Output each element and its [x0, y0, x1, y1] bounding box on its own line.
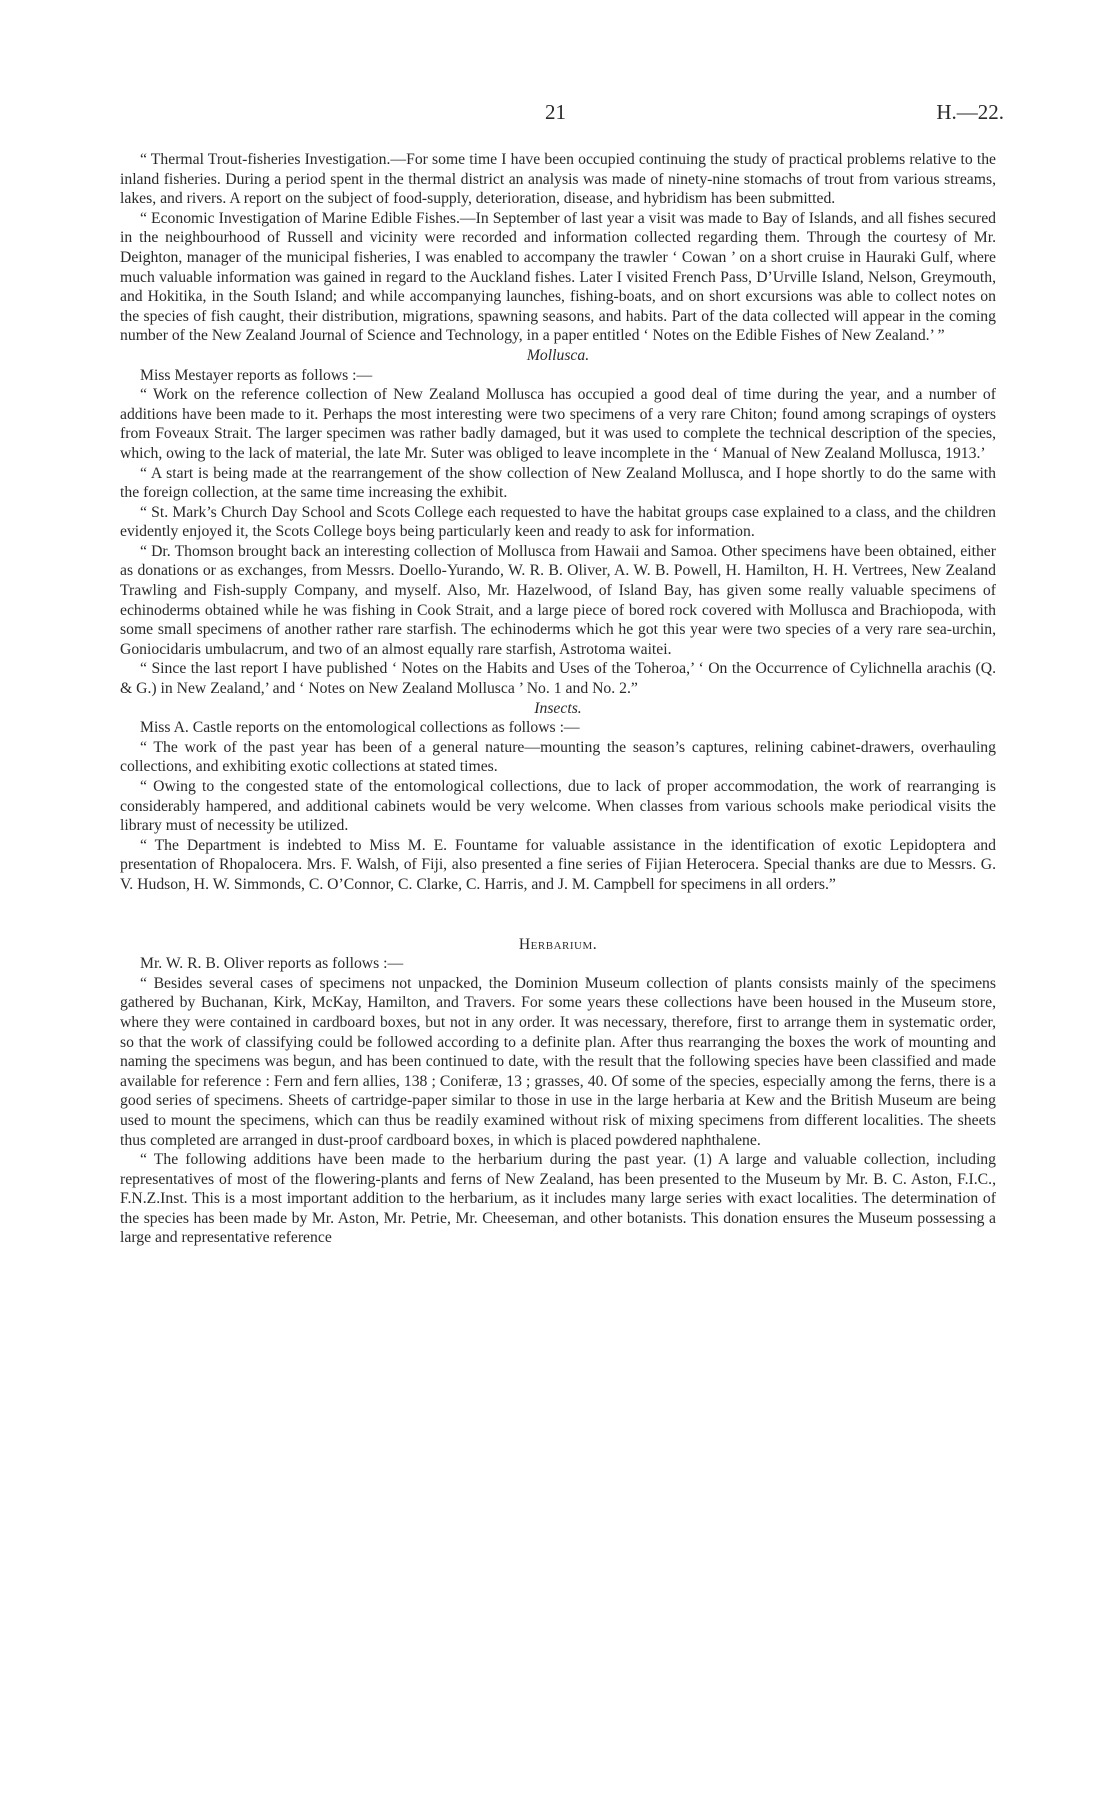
page-header: [0, 100, 1114, 130]
paragraph: “ Thermal Trout-fisheries Investigation.—For some time I have been occupied continuing the study of practical problems relative to the inland fisheries. During a period spent in the thermal district an analysis was made of ninety-nine stomachs of trout from various streams, lakes, and rivers. A report on the subject of food-supply, deterioration, disease, and hybridism has been submitted.: [120, 151, 996, 208]
section-heading-insects: Insects.: [534, 699, 582, 717]
section-intro: Miss A. Castle reports on the entomological collections as follows :—: [140, 719, 580, 737]
paragraph: “ Economic Investigation of Marine Edible Fishes.—In September of last year a visit was made to Bay of Islands, and all fishes secured in the neighbourhood of Russell and vicinity were recorded and information collected regarding them. Through the courtesy of Mr. Deighton, manager of the municipal fisheries, I was enabled to accompany the trawler ‘ Cowan ’ on a short cruise in Hauraki Gulf, where much valuable information was gained in regard to the Auckland fishes. Later I visited French Pass, D’Urville Island, Nelson, Greymouth, and Hokitika, in the South Island; and while accompanying launches, fishing-boats, and on short excursions was able to collect notes on the species of fish caught, their distribution, migrations, spawning seasons, and habits. Part of the data collected will appear in the coming number of the New Zealand Journal of Science and Technology, in a paper entitled ‘ Notes on the Edible Fishes of New Zealand.’ ”: [120, 209, 996, 345]
paragraph: “ Work on the reference collection of New Zealand Mollusca has occupied a good deal of time during the year, and a number of additions have been made to it. Perhaps the most interesting were two specimens of a very rare Chiton; found among scrapings of oysters from Foveaux Strait. The larger specimen was rather badly damaged, but it was used to complete the technical description of the species, which, owing to the lack of material, the late Mr. Suter was obliged to leave incomplete in the ‘ Manual of New Zealand Mollusca, 1913.’: [120, 386, 996, 462]
section-heading-mollusca: Mollusca.: [526, 346, 590, 364]
paragraph: “ The work of the past year has been of a general nature—mounting the season’s captures, relining cabinet-drawers, overhauling collections, and exhibiting exotic collections at stated times.: [120, 738, 996, 776]
paragraph: “ Dr. Thomson brought back an interesting collection of Mollusca from Hawaii and Samoa. Other specimens have been obtained, either as donations or as exchanges, from Messrs. Doello-Yurando, W. R. B. Oliver, A. W. B. Powell, H. Hamilton, H. H. Vertrees, New Zealand Trawling and Fish-supply Company, and myself. Also, Mr. Hazelwood, of Island Bay, has given some really valuable specimens of echinoderms obtained while he was fishing in Cook Strait, and a large piece of bored rock covered with Mollusca and Brachiopoda, with some small specimens of another rather rare starfish. The echinoderms which he got this year were two species of a very rare sea-urchin, Goniocidaris umbulacrum, and two of an almost equally rare starfish, Astrotoma waitei.: [120, 542, 996, 658]
paragraph: “ A start is being made at the rearrangement of the show collection of New Zealand Mollusca, and I hope shortly to do the same with the foreign collection, at the same time increasing the exhibit.: [120, 464, 996, 502]
paragraph: “ The Department is indebted to Miss M. E. Fountame for valuable assistance in the identification of exotic Lepidoptera and presentation of Rhopalocera. Mrs. F. Walsh, of Fiji, also presented a fine series of Fijian Heterocera. Special thanks are due to Messrs. G. V. Hudson, H. W. Simmonds, C. O’Connor, C. Clarke, C. Harris, and J. M. Campbell for specimens in all orders.”: [120, 836, 996, 893]
section-intro: Mr. W. R. B. Oliver reports as follows :—: [140, 955, 404, 973]
paragraph: “ Since the last report I have published ‘ Notes on the Habits and Uses of the Toheroa,’ ‘ On the Occurrence of Cylichnella arachis (Q. & G.) in New Zealand,’ and ‘ Notes on New Zealand Mollusca ’ No. 1 and No. 2.”: [120, 660, 996, 698]
paragraph: “ St. Mark’s Church Day School and Scots College each requested to have the habitat groups case explained to a class, and the children evidently enjoyed it, the Scots College boys being particularly keen and ready to ask for information.: [120, 503, 996, 541]
paragraph: “ Besides several cases of specimens not unpacked, the Dominion Museum collection of plants consists mainly of the specimens gathered by Buchanan, Kirk, McKay, Hamilton, and Travers. For some years these collections have been housed in the Museum store, where they were contained in cardboard boxes, but not in any order. It was necessary, therefore, first to arrange them in systematic order, so that the work of classifying could be followed according to a definite plan. After thus rearranging the boxes the work of mounting and naming the specimens was begun, and has been continued to date, with the result that the following species have been classified and made available for reference : Fern and fern allies, 138 ; Coniferæ, 13 ; grasses, 40. Of some of the species, especially among the ferns, there is a good series of specimens. Sheets of cartridge-paper similar to those in use in the large herbaria at Kew and the British Museum are being used to mount the specimens, which can thus be readily examined without risk of mixing specimens from different localities. The sheets thus completed are arranged in dust-proof cardboard boxes, in which is placed powdered naphthalene.: [120, 974, 996, 1149]
body-text: [120, 150, 996, 1248]
paragraph: “ The following additions have been made to the herbarium during the past year. (1) A large and valuable collection, including representatives of most of the flowering-plants and ferns of New Zealand, has been presented to the Museum by Mr. B. C. Aston, F.I.C., F.N.Z.Inst. This is a most important addition to the herbarium, as it includes many large series with exact localities. The determination of the species has been made by Mr. Aston, Mr. Petrie, Mr. Cheeseman, and other botanists. This donation ensures the Museum possessing a large and representative reference: [120, 1151, 996, 1247]
section-heading-herbarium: Herbarium.: [518, 935, 598, 953]
page-number: 21: [545, 100, 566, 124]
paragraph: “ Owing to the congested state of the entomological collections, due to lack of proper accommodation, the work of rearranging is considerably hampered, and additional cabinets would be very welcome. When classes from various schools make periodical visits the library must of necessity be utilized.: [120, 778, 996, 835]
document-code: H.—22.: [936, 100, 1004, 124]
section-intro: Miss Mestayer reports as follows :—: [140, 366, 373, 384]
